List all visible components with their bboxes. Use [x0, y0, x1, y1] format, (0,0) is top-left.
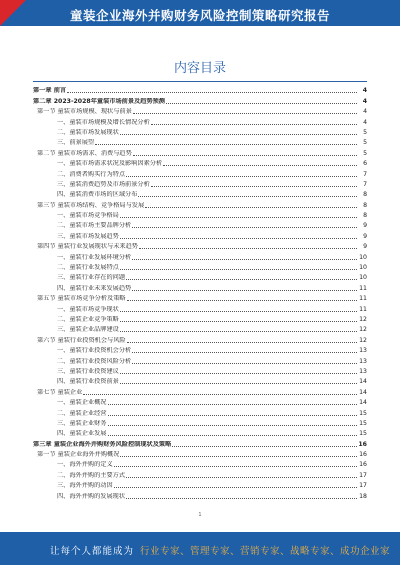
- toc-entry-title: 第五节 童装市场竞争分析及策略: [37, 295, 126, 303]
- toc-entry[interactable]: [33, 334, 367, 344]
- toc-leader-dots: [127, 300, 357, 301]
- toc-entry[interactable]: [33, 355, 367, 365]
- toc-entry[interactable]: [33, 459, 367, 469]
- toc-entry-title: 三、童装企业品牌建设: [57, 326, 119, 334]
- toc-entry[interactable]: [33, 220, 367, 230]
- toc-leader-dots: [126, 477, 357, 478]
- toc-leader-dots: [120, 217, 357, 218]
- toc-entry-title: 四、童装行业投资前景: [57, 378, 119, 386]
- footer-banner: [0, 532, 400, 565]
- toc-entry-page: 16: [359, 451, 367, 459]
- toc-entry[interactable]: [33, 230, 367, 240]
- toc-entry[interactable]: [33, 293, 367, 303]
- toc-entry-page: 14: [359, 399, 367, 407]
- toc-entry-page: 12: [359, 326, 367, 334]
- toc-entry[interactable]: [33, 407, 367, 417]
- toc-entry-page: 13: [359, 357, 367, 365]
- toc-entry-title: 一、童装市场竞争现状: [57, 305, 119, 313]
- toc-entry-title: 第三章 童装企业海外并购财务风险控制现状及策略: [33, 440, 172, 448]
- footer-slogan: 让每个人都能成为: [50, 546, 135, 557]
- toc-entry[interactable]: [33, 449, 367, 459]
- toc-entry-page: 17: [359, 482, 367, 490]
- toc-leader-dots: [108, 435, 358, 436]
- toc-entry[interactable]: [33, 189, 367, 199]
- toc-leader-dots: [114, 466, 357, 467]
- toc-entry-page: 4: [362, 87, 367, 95]
- toc-entry-page: 8: [363, 201, 367, 209]
- toc-entry[interactable]: [33, 469, 367, 479]
- toc-leader-dots: [120, 238, 357, 239]
- toc-entry-title: 三、童装消费趋势及市场前景分析: [57, 180, 150, 188]
- toc-entry[interactable]: [33, 366, 367, 376]
- toc-entry-title: 三、童装市场发展趋势: [57, 232, 119, 240]
- toc-entry-page: 11: [359, 284, 367, 292]
- toc-entry[interactable]: [33, 397, 367, 407]
- toc-entry-page: 7: [363, 180, 367, 188]
- toc-entry-title: 第七节 童装企业: [37, 388, 83, 396]
- toc-entry-title: 第一节 童装企业海外并购概况: [37, 451, 120, 459]
- toc-leader-dots: [132, 363, 357, 364]
- toc-entry[interactable]: [33, 168, 367, 178]
- toc-entry-page: 15: [359, 419, 367, 427]
- toc-entry[interactable]: [33, 324, 367, 334]
- toc-entry-title: 第二章 2023-2028年童装市场前景及趋势预测: [33, 97, 165, 105]
- toc-entry-title: 二、童装行业投资风险分析: [57, 357, 132, 365]
- toc-leader-dots: [95, 144, 357, 145]
- toc-entry-title: 一、童装行业投资机会分析: [57, 347, 132, 355]
- table-of-contents: [33, 85, 367, 501]
- toc-entry-page: 10: [359, 264, 367, 272]
- toc-entry-title: 四、童装行业未来发展趋势: [57, 284, 132, 292]
- toc-leader-dots: [132, 290, 357, 291]
- toc-leader-dots: [120, 456, 357, 457]
- toc-entry-page: 15: [359, 409, 367, 417]
- toc-entry-title: 二、童装企业竞争策略: [57, 315, 119, 323]
- toc-entry-page: 11: [359, 305, 367, 313]
- toc-leader-dots: [132, 259, 357, 260]
- toc-entry[interactable]: [33, 376, 367, 386]
- toc-entry[interactable]: [33, 490, 367, 500]
- toc-entry[interactable]: [33, 282, 367, 292]
- toc-entry[interactable]: [33, 428, 367, 438]
- toc-entry[interactable]: [33, 272, 367, 282]
- toc-leader-dots: [172, 446, 357, 447]
- page-number: 1: [198, 512, 202, 518]
- toc-leader-dots: [114, 487, 357, 488]
- footer-tagline: 行业专家、管理专家、营销专家、战略专家、成功企业家: [140, 546, 391, 557]
- toc-entry[interactable]: [33, 116, 367, 126]
- toc-leader-dots: [151, 186, 357, 187]
- toc-entry-title: 第三节 童装市场结构、竞争格局与发展: [37, 201, 145, 209]
- toc-leader-dots: [108, 404, 358, 405]
- toc-entry-title: 第二节 童装市场需求、消费与趋势: [37, 149, 132, 157]
- toc-entry-title: 三、海外并购的动因: [57, 482, 113, 490]
- toc-entry-title: 二、童装企业经营: [57, 409, 107, 417]
- toc-leader-dots: [108, 415, 358, 416]
- toc-divider: [33, 81, 367, 82]
- report-title: 童装企业海外并购财务风险控制策略研究报告: [69, 8, 330, 23]
- toc-entry[interactable]: [33, 127, 367, 137]
- toc-leader-dots: [120, 134, 357, 135]
- header-banner: [0, 0, 400, 26]
- toc-entry-title: 三、童装企业财务: [57, 419, 107, 427]
- toc-entry-page: 16: [359, 461, 367, 469]
- toc-entry-title: 四、童装消费市场的区域分布: [57, 191, 138, 199]
- toc-entry-page: 4: [363, 118, 367, 126]
- toc-leader-dots: [166, 103, 357, 104]
- toc-leader-dots: [133, 155, 357, 156]
- toc-leader-dots: [126, 279, 357, 280]
- toc-entry-title: 一、童装市场需求状况及影响因素分析: [57, 160, 163, 168]
- toc-entry-page: 6: [363, 160, 367, 168]
- toc-entry-page: 9: [363, 232, 367, 240]
- toc-entry-page: 4: [363, 108, 367, 116]
- toc-leader-dots: [151, 124, 357, 125]
- toc-leader-dots: [138, 196, 357, 197]
- toc-leader-dots: [126, 176, 357, 177]
- toc-entry-title: 三、前景展望: [57, 139, 95, 147]
- toc-entry[interactable]: [33, 480, 367, 490]
- toc-entry[interactable]: [33, 158, 367, 168]
- toc-leader-dots: [83, 394, 357, 395]
- toc-entry[interactable]: [33, 137, 367, 147]
- toc-entry-title: 第六节 童装行业投资机会与风险: [37, 336, 126, 344]
- toc-entry-page: 15: [359, 430, 367, 438]
- toc-entry-page: 10: [359, 274, 367, 282]
- toc-entry-title: 二、童装市场主要品牌分析: [57, 222, 132, 230]
- toc-leader-dots: [120, 269, 357, 270]
- toc-entry[interactable]: [33, 418, 367, 428]
- toc-leader-dots: [120, 373, 357, 374]
- toc-entry-page: 10: [359, 253, 367, 261]
- toc-entry[interactable]: [33, 210, 367, 220]
- toc-heading: 内容目录: [173, 61, 226, 76]
- toc-entry-page: 9: [363, 222, 367, 230]
- toc-leader-dots: [67, 92, 357, 93]
- toc-entry[interactable]: [33, 179, 367, 189]
- toc-entry[interactable]: [33, 262, 367, 272]
- toc-entry-page: 18: [359, 492, 367, 500]
- toc-entry[interactable]: [33, 303, 367, 313]
- toc-entry-title: 第四节 童装行业发展现状与未来趋势: [37, 243, 138, 251]
- toc-entry-title: 二、消费者购买行为特点: [57, 170, 126, 178]
- toc-entry-page: 16: [358, 440, 367, 448]
- toc-entry-title: 二、童装行业发展特点: [57, 264, 119, 272]
- toc-leader-dots: [133, 113, 357, 114]
- toc-entry-page: 14: [359, 378, 367, 386]
- toc-leader-dots: [132, 352, 357, 353]
- toc-entry-page: 8: [363, 191, 367, 199]
- toc-entry-title: 四、海外并购的发展现状: [57, 492, 126, 500]
- toc-entry-title: 第一节 童装市场规模、现状与前景: [37, 108, 132, 116]
- toc-entry[interactable]: [33, 314, 367, 324]
- toc-entry-page: 8: [363, 212, 367, 220]
- toc-leader-dots: [120, 321, 357, 322]
- toc-entry-title: 一、童装市场规模及增长情况分析: [57, 118, 150, 126]
- toc-leader-dots: [120, 331, 357, 332]
- toc-leader-dots: [132, 227, 357, 228]
- toc-entry-title: 一、童装市场竞争格局: [57, 212, 119, 220]
- toc-entry-page: 4: [362, 97, 367, 105]
- toc-leader-dots: [120, 311, 357, 312]
- toc-entry-page: 5: [363, 139, 367, 147]
- toc-entry-page: 11: [359, 295, 367, 303]
- toc-entry-title: 二、海外并购的主要方式: [57, 471, 126, 479]
- toc-entry-page: 5: [363, 128, 367, 136]
- toc-entry-page: 5: [363, 149, 367, 157]
- toc-entry[interactable]: [33, 386, 367, 396]
- toc-leader-dots: [120, 383, 357, 384]
- toc-entry-title: 三、童装行业投资建议: [57, 367, 119, 375]
- toc-entry-page: 13: [359, 367, 367, 375]
- toc-entry[interactable]: [33, 85, 367, 95]
- toc-entry[interactable]: [33, 95, 367, 105]
- toc-entry-page: 17: [359, 471, 367, 479]
- toc-entry-page: 14: [359, 388, 367, 396]
- toc-entry-title: 一、海外并购的定义: [57, 461, 113, 469]
- toc-entry[interactable]: [33, 106, 367, 116]
- toc-entry[interactable]: [33, 147, 367, 157]
- toc-entry-title: 第一章 前言: [33, 87, 67, 95]
- toc-leader-dots: [145, 207, 357, 208]
- toc-entry-title: 四、童装企业发展: [57, 430, 107, 438]
- toc-leader-dots: [108, 425, 358, 426]
- toc-entry-page: 13: [359, 347, 367, 355]
- toc-entry[interactable]: [33, 345, 367, 355]
- toc-leader-dots: [163, 165, 357, 166]
- toc-entry-page: 9: [363, 243, 367, 251]
- toc-entry[interactable]: [33, 241, 367, 251]
- toc-entry-page: 7: [363, 170, 367, 178]
- toc-entry[interactable]: [33, 438, 367, 448]
- toc-entry[interactable]: [33, 251, 367, 261]
- toc-entry-title: 一、童装行业发展环境分析: [57, 253, 132, 261]
- toc-leader-dots: [126, 498, 357, 499]
- toc-entry-title: 三、童装行业存在的问题: [57, 274, 126, 282]
- toc-leader-dots: [139, 248, 357, 249]
- toc-leader-dots: [127, 342, 357, 343]
- toc-entry-page: 12: [359, 336, 367, 344]
- toc-entry-title: 二、童装市场发展现状: [57, 128, 119, 136]
- toc-entry[interactable]: [33, 199, 367, 209]
- toc-entry-page: 12: [359, 315, 367, 323]
- toc-entry-title: 一、童装企业概况: [57, 399, 107, 407]
